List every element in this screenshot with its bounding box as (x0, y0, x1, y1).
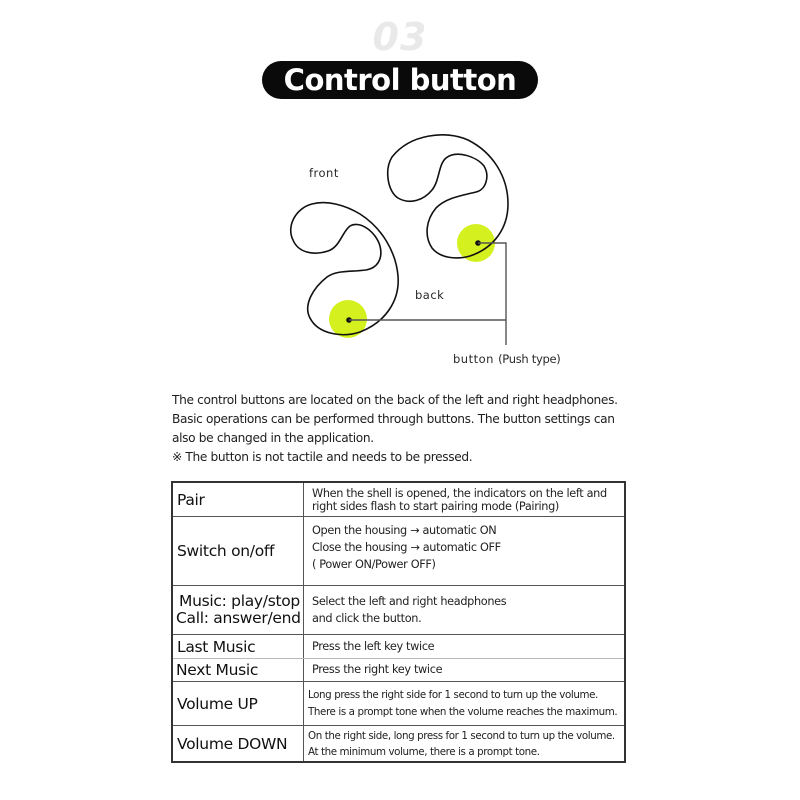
table-row-last-music (173, 634, 624, 658)
row-label (173, 635, 304, 658)
row-description-line: On the right side, long press for 1 second to turn up the volume. (308, 729, 615, 742)
row-description (304, 586, 624, 634)
row-description-line: At the minimum volume, there is a prompt tone. (308, 745, 540, 758)
row-label-text: Last Music (177, 637, 256, 656)
row-label (173, 517, 304, 585)
row-description-line: and click the button. (312, 612, 422, 625)
intro-line: The control buttons are located on the back of the left and right headphones. (172, 393, 618, 407)
button-label (453, 352, 560, 366)
back-label: back (415, 288, 445, 302)
control-table (171, 481, 626, 763)
row-description-line: When the shell is opened, the indicators on the left and (312, 487, 607, 500)
row-description-line: Long press the right side for 1 second to turn up the volume. (308, 688, 598, 701)
row-label-text: Volume DOWN (177, 734, 288, 753)
row-description-line: There is a prompt tone when the volume reaches the maximum. (308, 705, 618, 718)
table-row-music-call (173, 585, 624, 634)
row-description-line: Open the housing → automatic ON (312, 524, 497, 537)
table-row-next-music (173, 658, 624, 681)
row-label (173, 659, 304, 681)
button-label-text: button (453, 352, 494, 366)
row-label-text: Switch on/off (177, 542, 275, 560)
section-number: 03 (372, 15, 428, 59)
intro-note: ※ The button is not tactile and needs to be pressed. (172, 450, 473, 464)
table-row-pair (173, 483, 624, 516)
button-type-label: (Push type) (498, 352, 561, 366)
row-description (304, 659, 624, 681)
row-label (173, 726, 304, 761)
row-label-text: Volume UP (177, 694, 258, 713)
row-description (304, 483, 624, 516)
row-description (304, 726, 624, 761)
row-description-line: Close the housing → automatic OFF (312, 541, 501, 554)
page-title: Control button (283, 63, 517, 97)
row-description-line: ( Power ON/Power OFF) (312, 558, 436, 571)
row-label (173, 682, 304, 725)
row-label-text: Pair (177, 490, 205, 509)
table-row-volume-down (173, 725, 624, 761)
row-description-line: Select the left and right headphones (312, 595, 507, 608)
row-label-text: Next Music (176, 661, 259, 679)
row-label (173, 586, 304, 634)
row-description-line: Press the right key twice (312, 663, 443, 676)
row-label-text: Music: play/stop (179, 592, 300, 610)
row-description (304, 635, 624, 658)
intro-text (172, 391, 652, 467)
row-label-text: Call: answer/end (176, 609, 301, 627)
row-description-line: Press the left key twice (312, 639, 435, 653)
row-description-line: right sides flash to start pairing mode (Pairing) (312, 500, 559, 513)
front-label: front (309, 166, 339, 180)
intro-line: Basic operations can be performed through buttons. The button settings can (172, 412, 615, 426)
table-row-volume-up (173, 681, 624, 725)
row-description (304, 682, 624, 725)
row-description (304, 517, 624, 585)
row-label (173, 483, 304, 516)
intro-line: also be changed in the application. (172, 431, 374, 445)
table-row-switch (173, 516, 624, 585)
